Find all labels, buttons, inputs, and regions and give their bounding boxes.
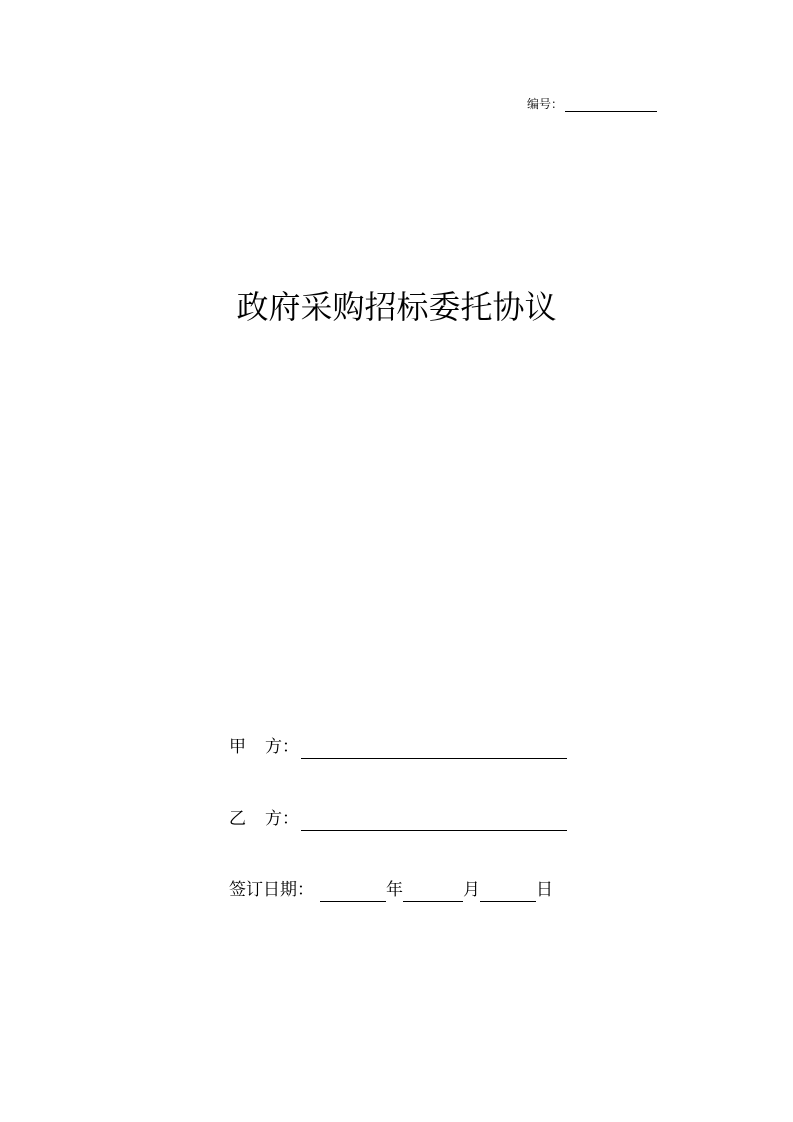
month-unit: 月	[463, 880, 480, 900]
document-title: 政府采购招标委托协议	[236, 288, 557, 326]
party-b-field	[229, 807, 567, 831]
party-a-label-second: 方：	[265, 737, 299, 757]
serial-number-blank[interactable]	[565, 98, 657, 112]
party-b-blank[interactable]	[301, 812, 567, 831]
party-a-field	[229, 735, 567, 759]
month-blank[interactable]	[403, 883, 463, 902]
day-unit: 日	[536, 880, 553, 900]
year-unit: 年	[386, 880, 403, 900]
day-blank[interactable]	[480, 883, 536, 902]
year-blank[interactable]	[320, 883, 386, 902]
party-a-blank[interactable]	[301, 740, 567, 759]
party-b-label-first: 乙	[229, 809, 246, 829]
party-b-label-second: 方：	[265, 809, 299, 829]
serial-number-label: 编号：	[527, 97, 564, 111]
signing-date-label: 签订日期：	[229, 880, 314, 900]
signing-date-field	[229, 878, 553, 902]
serial-number-field	[527, 96, 657, 112]
party-a-label-first: 甲	[229, 737, 246, 757]
